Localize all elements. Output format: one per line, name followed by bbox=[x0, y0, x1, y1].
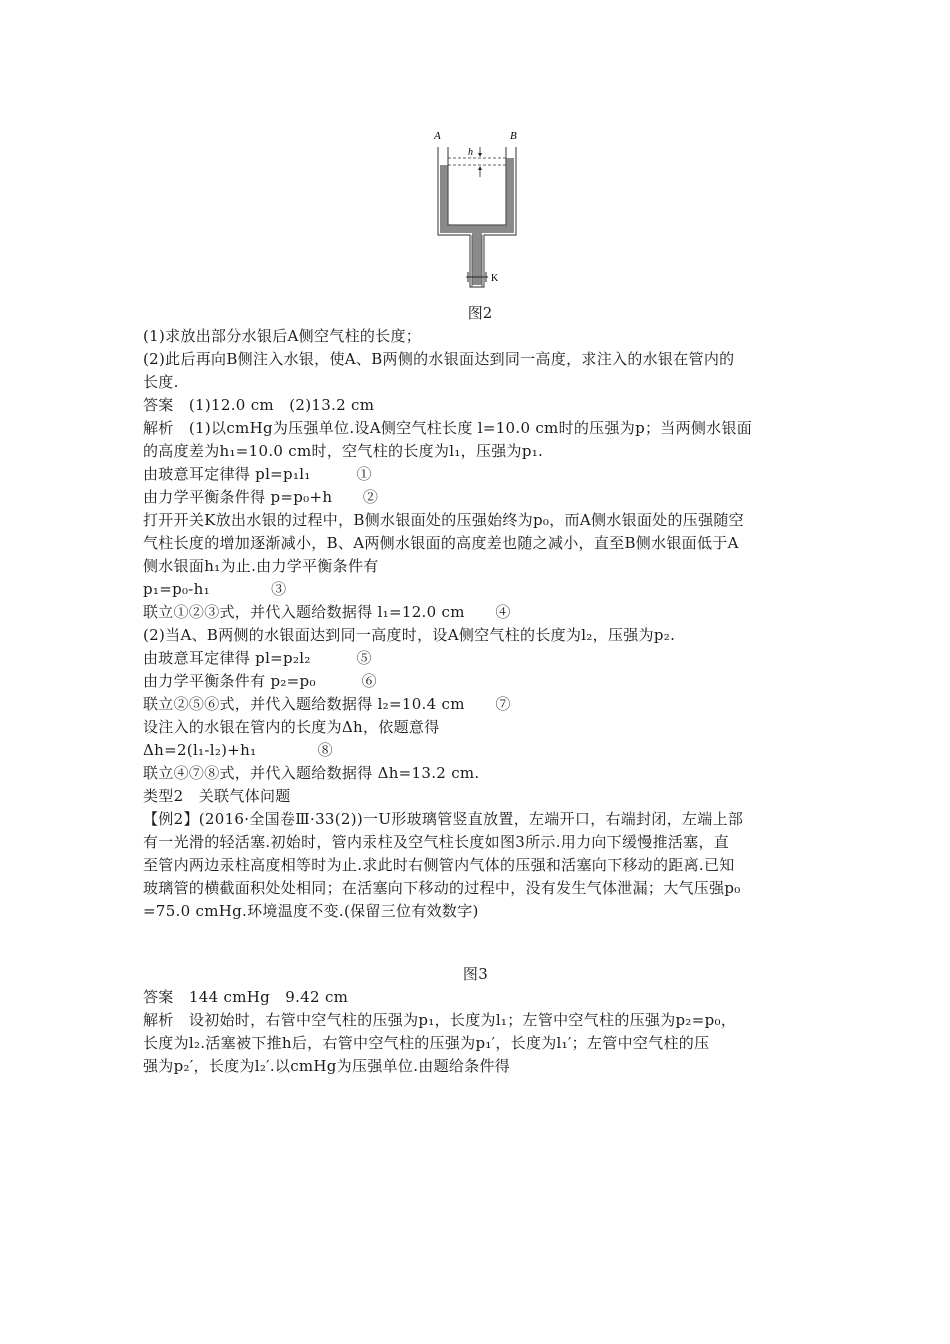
text-line: 解析 (1)以cmHg为压强单位.设A侧空气柱长度 l=10.0 cm时的压强为p；当两侧水银面 bbox=[143, 419, 753, 437]
text-line: 侧水银面h₁为止.由力学平衡条件有 bbox=[143, 557, 379, 575]
text-line: 长度. bbox=[143, 373, 179, 391]
document-body bbox=[143, 325, 808, 1078]
label-k: K bbox=[491, 273, 499, 284]
text-line: 答案 (1)12.0 cm (2)13.2 cm bbox=[143, 396, 375, 414]
text-line: 有一光滑的轻活塞.初始时，管内汞柱及空气柱长度如图3所示.用力向下缓慢推活塞，直 bbox=[143, 833, 730, 851]
text-line: 联立④⑦⑧式，并代入题给数据得 Δh=13.2 cm. bbox=[143, 764, 480, 782]
text-line: 气柱长度的增加逐渐减小，B、A两侧水银面的高度差也随之减小，直至B侧水银面低于A bbox=[143, 534, 739, 552]
text-line: 由力学平衡条件有 p₂=p₀ ⑥ bbox=[143, 672, 377, 690]
label-h: h bbox=[468, 147, 473, 158]
arrow-down-icon bbox=[478, 153, 482, 157]
tube-inner bbox=[448, 147, 506, 225]
text-line: 由力学平衡条件得 p=p₀+h ② bbox=[143, 488, 379, 506]
text-line: Δh=2(l₁-l₂)+h₁ ⑧ bbox=[143, 741, 333, 759]
text-line: =75.0 cmHg.环境温度不变.(保留三位有效数字) bbox=[143, 902, 479, 920]
text-line: 类型2 关联气体问题 bbox=[143, 787, 291, 805]
figure-2-u-tube bbox=[430, 125, 530, 300]
text-line: p₁=p₀-h₁ ③ bbox=[143, 580, 287, 598]
mercury-fill bbox=[440, 158, 514, 285]
label-b: B bbox=[510, 130, 517, 142]
arrow-up-icon bbox=[478, 166, 482, 170]
text-line: 设注入的水银在管内的长度为Δh，依题意得 bbox=[143, 718, 440, 736]
figure-2-caption: 图2 bbox=[467, 304, 493, 322]
figure-3-caption: 图3 bbox=[462, 965, 489, 983]
text-line: (2)当A、B两侧的水银面达到同一高度时，设A侧空气柱的长度为l₂，压强为p₂. bbox=[143, 626, 676, 644]
text-line: 答案 144 cmHg 9.42 cm bbox=[143, 988, 349, 1006]
text-line: 解析 设初始时，右管中空气柱的压强为p₁，长度为l₁；左管中空气柱的压强为p₂=p₀， bbox=[143, 1011, 737, 1029]
text-line: 联立①②③式，并代入题给数据得 l₁=12.0 cm ④ bbox=[143, 603, 511, 621]
text-line: 由玻意耳定律得 pl=p₂l₂ ⑤ bbox=[143, 649, 372, 667]
text-line: 由玻意耳定律得 pl=p₁l₁ ① bbox=[143, 465, 372, 483]
text-line: 【例2】(2016·全国卷Ⅲ·33(2))一U形玻璃管竖直放置，左端开口，右端封闭，左端上部 bbox=[143, 810, 744, 828]
u-tube-diagram bbox=[430, 125, 530, 300]
text-line: 玻璃管的横截面积处处相同；在活塞向下移动的过程中，没有发生气体泄漏；大气压强p₀ bbox=[143, 879, 741, 897]
text-line: 联立②⑤⑥式，并代入题给数据得 l₂=10.4 cm ⑦ bbox=[143, 695, 511, 713]
text-line: 强为p₂′，长度为l₂′.以cmHg为压强单位.由题给条件得 bbox=[143, 1057, 511, 1075]
text-line: 的高度差为h₁=10.0 cm时，空气柱的长度为l₁，压强为p₁. bbox=[143, 442, 544, 460]
text-line: 长度为l₂.活塞被下推h后，右管中空气柱的压强为p₁′，长度为l₁′；左管中空气柱的压 bbox=[143, 1034, 710, 1052]
label-a: A bbox=[434, 130, 441, 142]
text-section-1 bbox=[143, 325, 808, 923]
text-line: (2)此后再向B侧注入水银，使A、B两侧的水银面达到同一高度，求注入的水银在管内的 bbox=[143, 350, 735, 368]
text-line: 打开开关K放出水银的过程中，B侧水银面处的压强始终为p₀，而A侧水银面处的压强随空 bbox=[143, 511, 744, 529]
text-line: (1)求放出部分水银后A侧空气柱的长度； bbox=[143, 327, 422, 345]
text-line: 至管内两边汞柱高度相等时为止.求此时右侧管内气体的压强和活塞向下移动的距离.已知 bbox=[143, 856, 735, 874]
text-section-2 bbox=[143, 986, 808, 1078]
